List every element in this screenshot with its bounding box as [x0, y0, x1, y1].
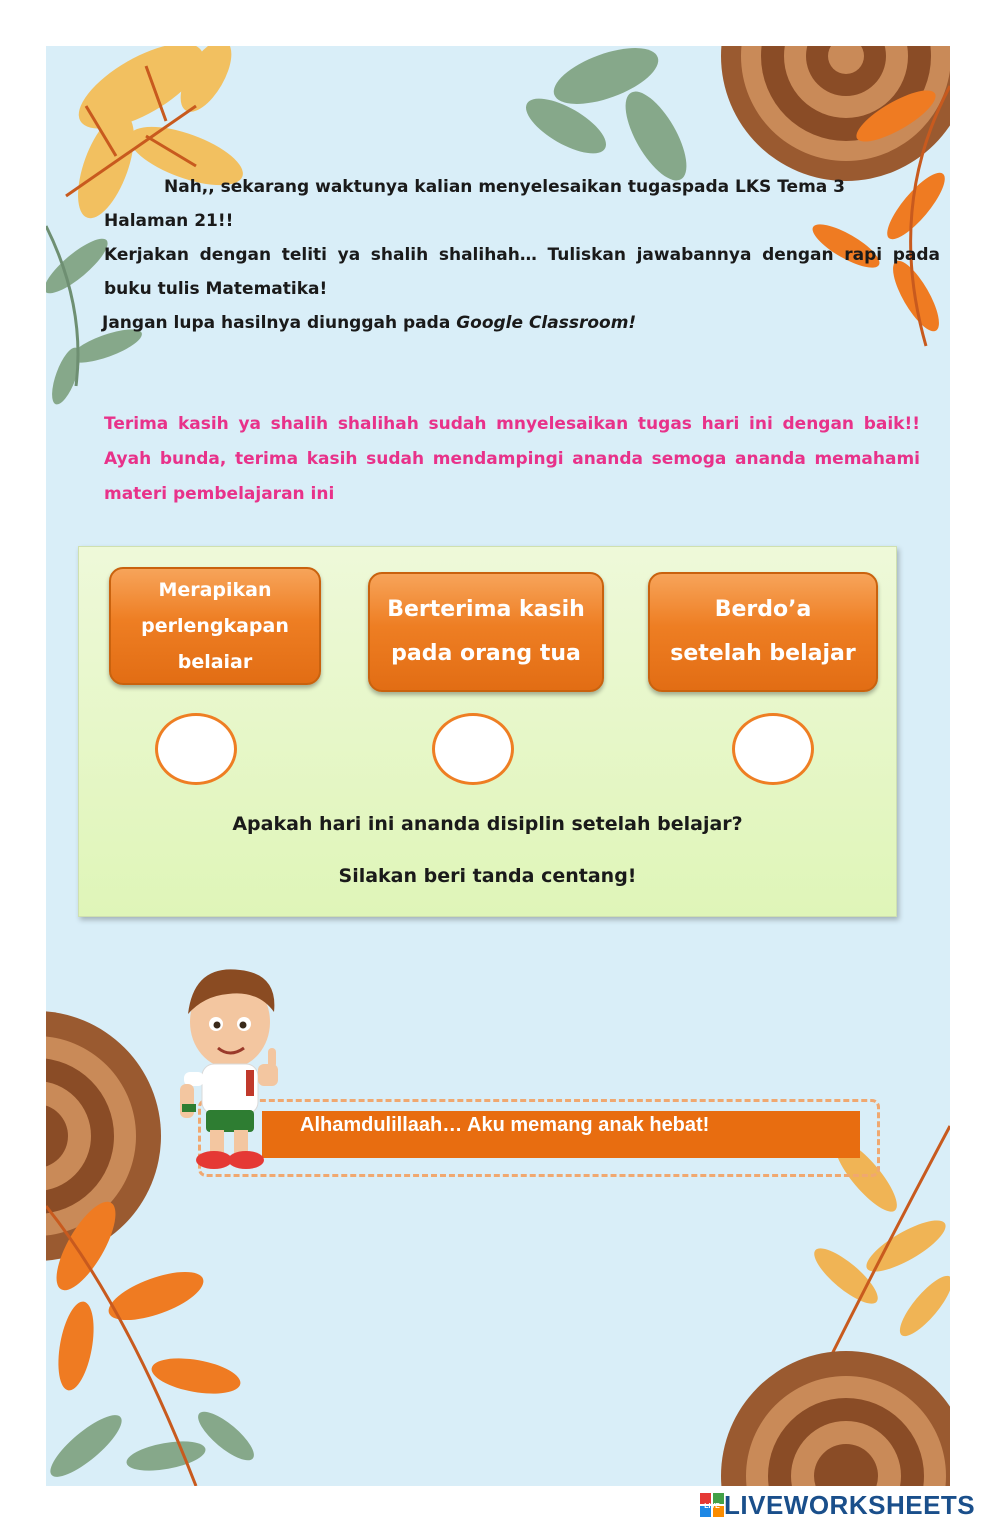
instruction-line-3: Kerjakan dengan teliti ya shalih shalihah… Tuliskan jawabannya dengan rapi pada: [104, 245, 940, 265]
checkbox-tidy-up[interactable]: [155, 713, 237, 785]
activity-card-tidy-up-line-1: Merapikan: [158, 579, 272, 601]
activity-card-pray-line-1: Berdo’a: [714, 597, 812, 622]
activity-card-pray: [648, 572, 878, 692]
activity-card-tidy-up-line-3: belaiar: [177, 651, 253, 673]
liveworksheets-brand: LIVEWORKSHEETS: [724, 1489, 976, 1520]
liveworksheets-logo-icon: [700, 1493, 724, 1517]
google-classroom-text: Google Classroom!: [456, 313, 637, 333]
activity-card-thank-parents: [368, 572, 604, 692]
thanks-line-2: Ayah bunda, terima kasih sudah mendampingi ananda semoga ananda memahami: [104, 449, 920, 469]
liveworksheets-logo-letters: LIVE: [704, 1503, 720, 1510]
worksheet-page: [46, 46, 950, 1486]
checkmark-instruction: Silakan beri tanda centang!: [338, 865, 637, 887]
activity-card-thank-parents-line-1: Berterima kasih: [387, 597, 585, 622]
instruction-line-5: [102, 306, 636, 340]
instruction-line-4: buku tulis Matematika!: [104, 279, 328, 299]
activity-card-tidy-up: [109, 567, 321, 685]
liveworksheets-footer: [700, 1488, 975, 1522]
discipline-question: Apakah hari ini ananda disiplin setelah belajar?: [232, 813, 743, 835]
checkbox-pray[interactable]: [732, 713, 814, 785]
activity-card-thank-parents-line-2: pada orang tua: [391, 641, 581, 666]
praise-banner: [262, 1111, 860, 1158]
praise-banner-text: Alhamdulillaah… Aku memang anak hebat!: [300, 1114, 710, 1136]
instruction-line-2: Halaman 21!!: [104, 211, 234, 231]
discipline-checklist-panel: [78, 546, 897, 917]
activity-card-tidy-up-line-2: perlengkapan: [141, 615, 289, 637]
thanks-line-1: Terima kasih ya shalih shalihah sudah mnyelesaikan tugas hari ini dengan baik!!: [104, 414, 920, 434]
instruction-line-1: Nah,, sekarang waktunya kalian menyelesaikan tugaspada LKS Tema 3: [164, 177, 846, 197]
activity-card-pray-line-2: setelah belajar: [670, 641, 856, 666]
thanks-line-3: materi pembelajaran ini: [104, 484, 335, 504]
boy-thumbs-up-illustration: [174, 964, 294, 1174]
instruction-line-5-prefix: Jangan lupa hasilnya diunggah pada: [102, 313, 457, 333]
checkbox-thank-parents[interactable]: [432, 713, 514, 785]
